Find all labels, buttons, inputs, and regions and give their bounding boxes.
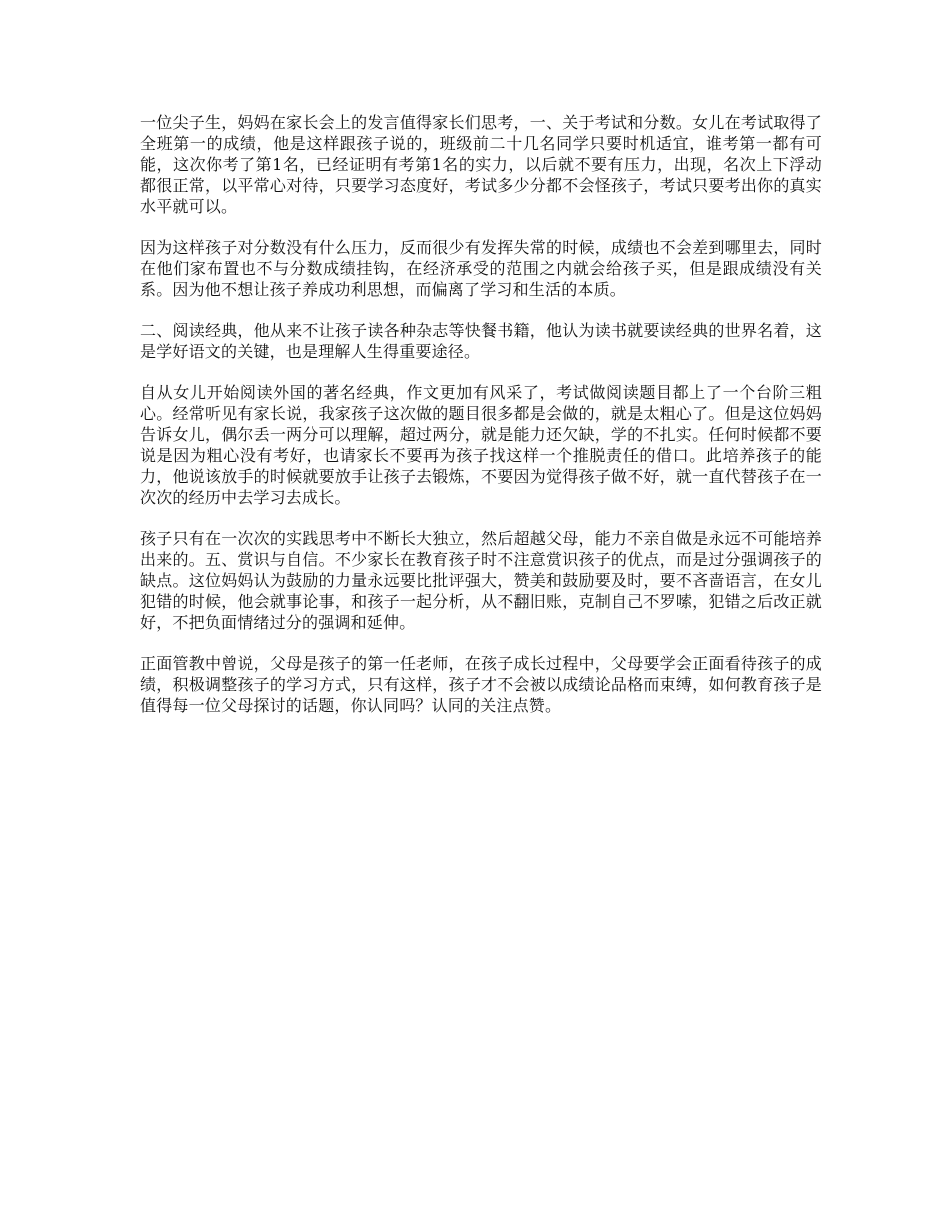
paragraph-4: 自从女儿开始阅读外国的著名经典，作文更加有风采了，考试做阅读题目都上了一个台阶三粗心。经常听见有家长说，我家孩子这次做的题目很多都是会做的，就是太粗心了。但是这位妈妈告诉女儿，偶尔丢一两分可以理解，超过两分，就是能力还欠缺，学的不扎实。任何时候都不要说是因为粗心没有考好，也请家长不要再为孩子找这样一个推脱责任的借口。此培养孩子的能力，他说该放手的时候就要放手让孩子去锻炼，不要因为觉得孩子做不好，就一直代替孩子在一次次的经历中去学习去成长。 <box>140 383 822 507</box>
document-body <box>140 112 822 736</box>
paragraph-1: 一位尖子生，妈妈在家长会上的发言值得家长们思考，一、关于考试和分数。女儿在考试取得了全班第一的成绩，他是这样跟孩子说的，班级前二十几名同学只要时机适宜，谁考第一都有可能，这次你考了第1名，已经证明有考第1名的实力，以后就不要有压力，出现，名次上下浮动都很正常，以平常心对待，只要学习态度好，考试多少分都不会怪孩子，考试只要考出你的真实水平就可以。 <box>140 113 822 216</box>
paragraph-2: 因为这样孩子对分数没有什么压力，反而很少有发挥失常的时候，成绩也不会差到哪里去，同时在他们家布置也不与分数成绩挂钩，在经济承受的范围之内就会给孩子买，但是跟成绩没有关系。因为他不想让孩子养成功利思想，而偏离了学习和生活的本质。 <box>140 238 822 299</box>
paragraph-6: 正面管教中曾说，父母是孩子的第一任老师，在孩子成长过程中，父母要学会正面看待孩子的成绩，积极调整孩子的学习方式，只有这样，孩子才不会被以成绩论品格而束缚，如何教育孩子是值得每一位父母探讨的话题，你认同吗？认同的关注点赞。 <box>140 654 822 715</box>
paragraph-5: 孩子只有在一次次的实践思考中不断长大独立，然后超越父母，能力不亲自做是永远不可能培养出来的。五、赏识与自信。不少家长在教育孩子时不注意赏识孩子的优点，而是过分强调孩子的缺点。这位妈妈认为鼓励的力量永远要比批评强大，赞美和鼓励要及时，要不吝啬语言，在女儿犯错的时候，他会就事论事，和孩子一起分析，从不翻旧账，克制自己不罗嗦，犯错之后改正就好，不把负面情绪过分的强调和延伸。 <box>140 529 822 632</box>
paragraph-3: 二、阅读经典，他从来不让孩子读各种杂志等快餐书籍，他认为读书就要读经典的世界名着，这是学好语文的关键，也是理解人生得重要途径。 <box>140 321 822 361</box>
